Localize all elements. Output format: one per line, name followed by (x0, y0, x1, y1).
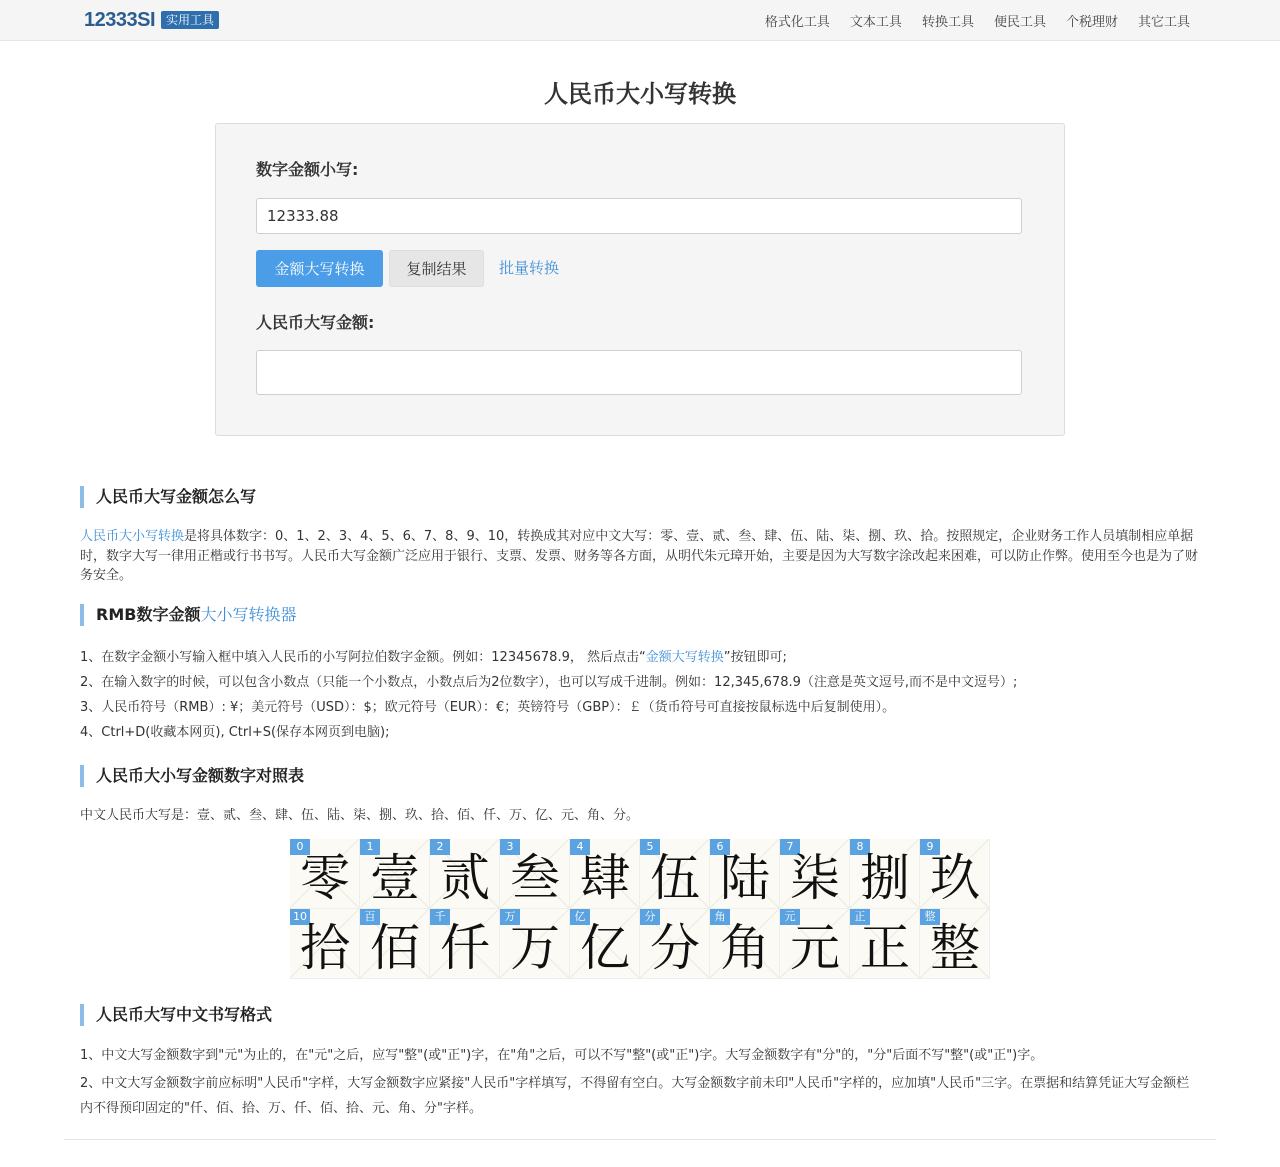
char-cell (850, 839, 920, 909)
char-glyph: 元 (790, 919, 840, 977)
char-glyph: 零 (300, 849, 350, 907)
char-glyph: 壹 (370, 849, 420, 907)
char-glyph: 柒 (790, 849, 840, 907)
char-glyph: 伍 (650, 849, 700, 907)
instruction-item-1-text-b: ”按钮即可; (723, 650, 787, 665)
char-cell (500, 839, 570, 909)
char-cell (500, 909, 570, 979)
instruction-item-4: 4、Ctrl+D(收藏本网页), Ctrl+S(保存本网页到电脑); (80, 725, 390, 740)
char-cell (640, 909, 710, 979)
char-glyph: 亿 (580, 919, 630, 977)
char-cell (780, 909, 850, 979)
char-glyph: 佰 (370, 919, 420, 977)
top-navbar (0, 0, 1280, 41)
char-tag: 7 (780, 839, 800, 855)
site-logo[interactable] (84, 8, 219, 32)
char-glyph: 捌 (860, 849, 910, 907)
char-glyph: 万 (510, 919, 560, 977)
inline-convert-link[interactable]: 金额大写转换 (645, 650, 724, 665)
amount-input[interactable]: 12333.88 (256, 198, 1022, 234)
nav-convert-tools[interactable]: 转换工具 (921, 14, 974, 30)
char-glyph: 贰 (440, 849, 490, 907)
nav-tax-finance[interactable]: 个税理财 (1065, 14, 1118, 30)
char-glyph: 玖 (930, 849, 980, 907)
char-cell (780, 839, 850, 909)
logo-text: 12333SI (84, 8, 156, 31)
output-label: 人民币大写金额: (256, 313, 375, 332)
copy-result-button[interactable]: 复制结果 (389, 250, 484, 287)
section-intro-paragraph (80, 527, 1202, 586)
char-glyph: 叁 (510, 849, 560, 907)
converter-panel (215, 123, 1065, 436)
char-tag: 8 (850, 839, 870, 855)
instruction-item-3: 3、人民币符号（RMB）: ¥；美元符号（USD）：$；欧元符号（EUR）：€；英镑符号（GBP）：￡（货币符号可直接按鼠标选中后复制使用）。 (80, 700, 896, 715)
rmb-title-text: RMB数字金额 (96, 605, 201, 624)
char-cell (570, 839, 640, 909)
char-tag: 角 (710, 909, 730, 925)
nav-format-tools[interactable]: 格式化工具 (764, 14, 830, 30)
page-title: 人民币大小写转换 (544, 80, 736, 108)
char-glyph: 陆 (720, 849, 770, 907)
format-rule-2: 2、中文大写金额数字前应标明"人民币"字样，大写金额数字应紧接"人民币"字样填写，不得留有空白。大写金额数字前未印"人民币"字样的，应加填"人民币"三字。在票据和结算凭证大写金额栏内不得预印固定的"仟、佰、拾、万、仟、佰、拾、元、角、分"字样。 (80, 1076, 1190, 1116)
char-tag: 千 (430, 909, 450, 925)
main-nav (765, 0, 1190, 40)
intro-text: 是将具体数字：0、1、2、3、4、5、6、7、8、9、10，转换成其对应中文大写：零、壹、贰、叁、肆、伍、陆、柒、捌、玖、拾。按照规定，企业财务工作人员填制相应单据时，数字大写一律用正楷或行书书写。人民币大写金额广泛应用于银行、支票、发票、财务等各方面，从明代朱元璋开始，主要是因为大写数字涂改起来困难，可以防止作弊。使用至今也是为了财务安全。 (80, 529, 1199, 583)
char-tag: 分 (640, 909, 660, 925)
char-tag: 3 (500, 839, 520, 855)
instruction-item-1-text-a: 1、在数字金额小写输入框中填入人民币的小写阿拉伯数字金额。例如：12345678.9， 然后点击“ (80, 650, 646, 665)
char-tag: 整 (920, 909, 940, 925)
nav-convenience-tools[interactable]: 便民工具 (993, 14, 1046, 30)
char-tag: 元 (780, 909, 800, 925)
char-glyph: 肆 (580, 849, 630, 907)
rmb-title-link[interactable]: 大小写转换器 (200, 605, 297, 624)
character-grid (290, 839, 990, 979)
uppercase-list-text: 中文人民币大写是：壹、贰、叁、肆、伍、陆、柒、捌、玖、拾、佰、仟、万、亿、元、角、分。 (80, 808, 640, 823)
char-cell (570, 909, 640, 979)
char-cell (710, 839, 780, 909)
char-tag: 亿 (570, 909, 590, 925)
nav-other-tools[interactable]: 其它工具 (1137, 14, 1190, 30)
char-glyph: 角 (720, 919, 770, 977)
char-tag: 6 (710, 839, 730, 855)
footer-divider (64, 1139, 1216, 1140)
char-tag: 百 (360, 909, 380, 925)
char-tag: 0 (290, 839, 310, 855)
instruction-item-1 (80, 649, 1202, 667)
char-cell (920, 909, 990, 979)
format-rule-1: 1、中文大写金额数字到"元"为止的，在"元"之后，应写"整"(或"正")字，在"角"之后，可以不写"整"(或"正")字。大写金额数字有"分"的，"分"后面不写"整"(或"正")字。 (80, 1048, 1044, 1063)
char-cell (290, 909, 360, 979)
convert-button[interactable]: 金额大写转换 (256, 250, 383, 287)
amount-input-label: 数字金额小写: (256, 160, 359, 179)
char-cell (360, 909, 430, 979)
char-tag: 正 (850, 909, 870, 925)
result-output[interactable] (256, 350, 1022, 395)
char-cell (640, 839, 710, 909)
char-tag: 2 (430, 839, 450, 855)
nav-text-tools[interactable]: 文本工具 (849, 14, 902, 30)
section-title-how-to-write: 人民币大写金额怎么写 (80, 486, 256, 508)
logo-badge: 实用工具 (161, 11, 219, 29)
char-tag: 1 (360, 839, 380, 855)
section-title-writing-format: 人民币大写中文书写格式 (80, 1004, 272, 1026)
char-cell (920, 839, 990, 909)
char-cell (430, 839, 500, 909)
char-cell (290, 839, 360, 909)
char-glyph: 整 (930, 919, 980, 977)
char-tag: 万 (500, 909, 520, 925)
char-cell (850, 909, 920, 979)
char-glyph: 正 (860, 919, 910, 977)
converter-link[interactable]: 人民币大小写转换 (80, 529, 185, 544)
char-tag: 5 (640, 839, 660, 855)
char-glyph: 分 (650, 919, 700, 977)
char-cell (710, 909, 780, 979)
char-tag: 10 (290, 909, 310, 925)
char-glyph: 拾 (300, 919, 350, 977)
batch-convert-link[interactable]: 批量转换 (499, 259, 560, 277)
char-glyph: 仟 (440, 919, 490, 977)
instruction-item-2: 2、在输入数字的时候，可以包含小数点（只能一个小数点，小数点后为2位数字），也可以写成千进制。例如：12,345,678.9（注意是英文逗号,而不是中文逗号）; (80, 675, 1018, 690)
char-tag: 9 (920, 839, 940, 855)
section-title-rmb-converter (80, 604, 296, 626)
section-title-comparison-table: 人民币大小写金额数字对照表 (80, 765, 304, 787)
char-tag: 4 (570, 839, 590, 855)
char-cell (360, 839, 430, 909)
char-cell (430, 909, 500, 979)
